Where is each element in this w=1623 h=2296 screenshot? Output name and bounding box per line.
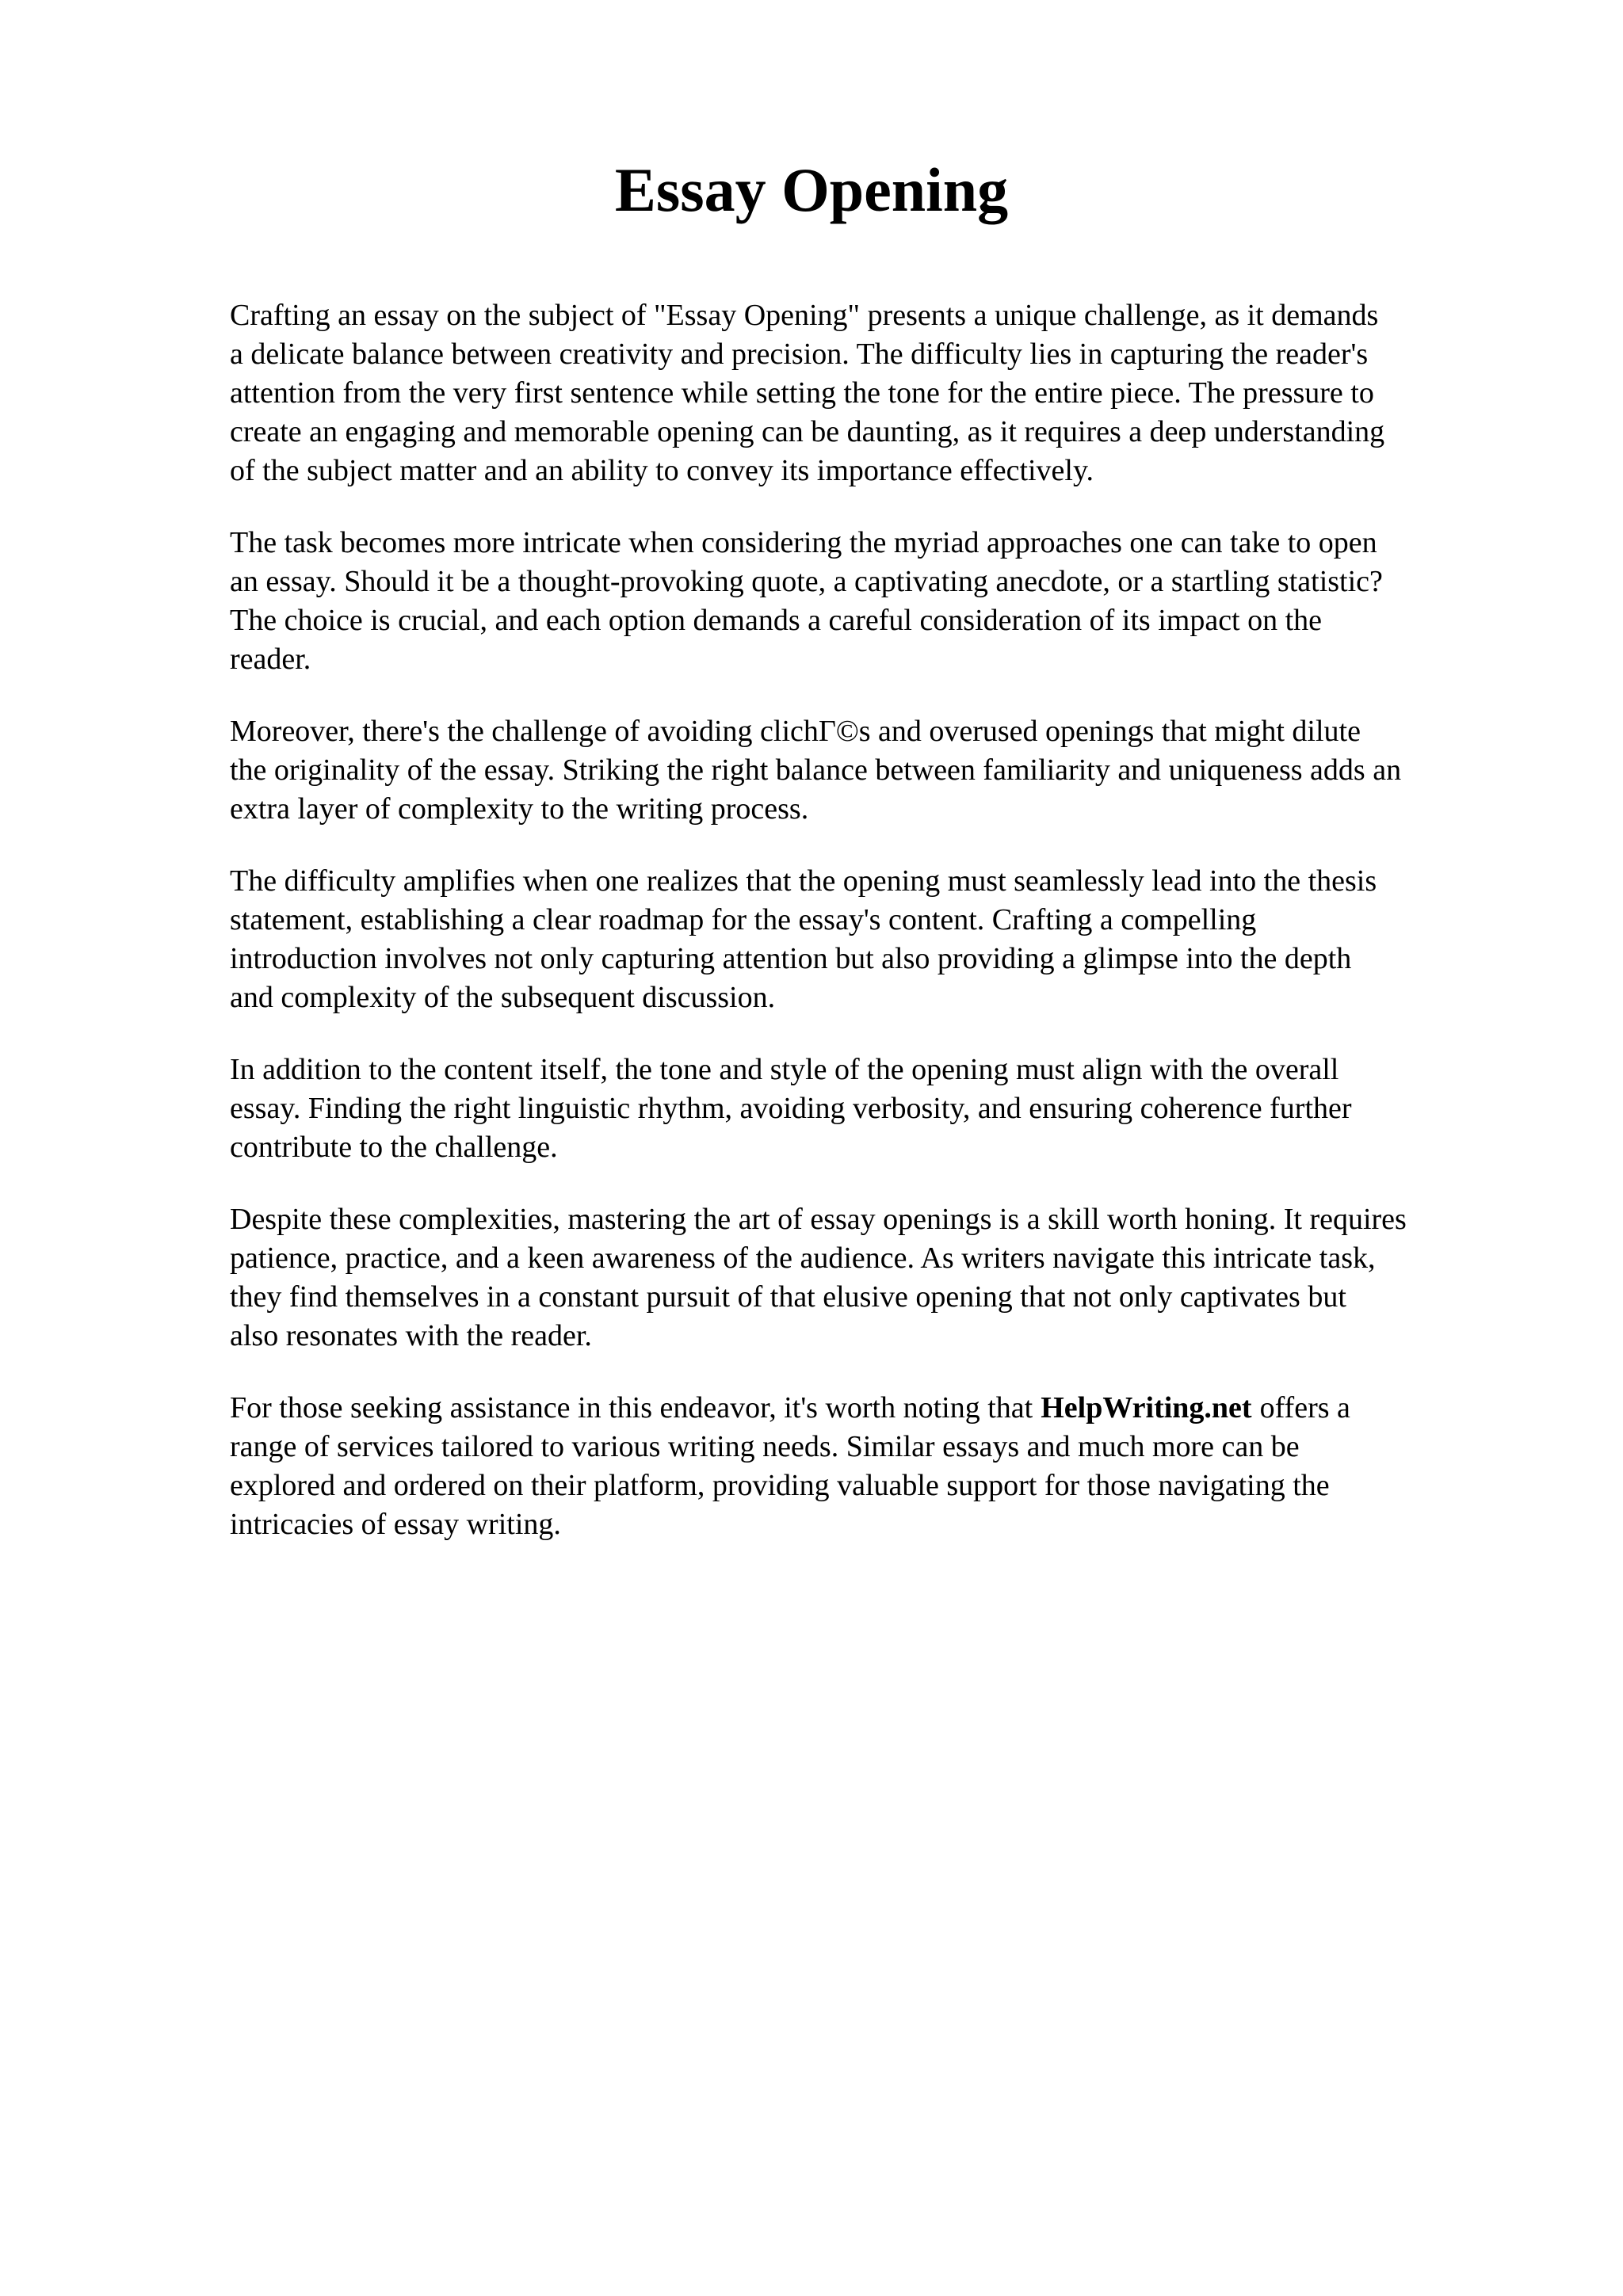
text-line: attention from the very first sentence while setting the tone for the entire piece. The pressure to — [230, 376, 1374, 410]
helpwriting-link[interactable]: HelpWriting.net — [1041, 1391, 1252, 1425]
paragraph-6 — [230, 1200, 1514, 1356]
text-line: of the subject matter and an ability to convey its importance effectively. — [230, 454, 1094, 487]
text-line: statement, establishing a clear roadmap for the essay's content. Crafting a compelling — [230, 903, 1257, 936]
text-line: an essay. Should it be a thought-provoking quote, a captivating anecdote, or a startling statistic? — [230, 565, 1383, 598]
paragraph-1 — [230, 296, 1514, 490]
text-line: intricacies of essay writing. — [230, 1508, 561, 1541]
text-line: patience, practice, and a keen awareness of the audience. As writers navigate this intricate task, — [230, 1241, 1376, 1275]
text-line: create an engaging and memorable opening can be daunting, as it requires a deep understanding — [230, 415, 1385, 448]
text-line: also resonates with the reader. — [230, 1319, 592, 1352]
text-line: The choice is crucial, and each option demands a careful consideration of its impact on the — [230, 604, 1323, 637]
text-line: essay. Finding the right linguistic rhythm, avoiding verbosity, and ensuring coherence further — [230, 1092, 1352, 1125]
text-line: and complexity of the subsequent discussion. — [230, 981, 776, 1014]
closing-paragraph — [230, 1389, 1514, 1544]
paragraph-5 — [230, 1051, 1514, 1167]
text-line: a delicate balance between creativity and precision. The difficulty lies in capturing the reader's — [230, 338, 1369, 371]
text-line: Moreover, there's the challenge of avoiding clichГ©s and overused openings that might dilute — [230, 715, 1361, 748]
essay-body — [230, 296, 1514, 1577]
text-line — [230, 1389, 1514, 1428]
text-line: The task becomes more intricate when considering the myriad approaches one can take to open — [230, 526, 1377, 559]
document-title: Essay Opening — [614, 155, 1009, 224]
text-line: The difficulty amplifies when one realizes that the opening must seamlessly lead into the thesis — [230, 864, 1377, 898]
text-line: explored and ordered on their platform, providing valuable support for those navigating the — [230, 1469, 1330, 1502]
text-line: they find themselves in a constant pursuit of that elusive opening that not only captivates but — [230, 1280, 1346, 1314]
text-line: Despite these complexities, mastering the art of essay openings is a skill worth honing. It requires — [230, 1203, 1407, 1236]
closing-text-after: offers a — [1259, 1391, 1350, 1425]
paragraph-4 — [230, 862, 1514, 1017]
text-line: introduction involves not only capturing attention but also providing a glimpse into the depth — [230, 942, 1352, 975]
paragraph-2 — [230, 524, 1514, 679]
closing-text-before: For those seeking assistance in this endeavor, it's worth noting that — [230, 1391, 1033, 1425]
paragraph-3 — [230, 712, 1514, 829]
text-line: range of services tailored to various writing needs. Similar essays and much more can be — [230, 1430, 1300, 1463]
text-line: reader. — [230, 643, 311, 676]
text-line: contribute to the challenge. — [230, 1131, 558, 1164]
text-line: extra layer of complexity to the writing process. — [230, 792, 809, 826]
text-line: the originality of the essay. Striking the right balance between familiarity and uniqueness adds an — [230, 753, 1402, 787]
text-line: In addition to the content itself, the tone and style of the opening must align with the overall — [230, 1053, 1339, 1086]
text-line: Crafting an essay on the subject of "Essay Opening" presents a unique challenge, as it demands — [230, 299, 1379, 332]
